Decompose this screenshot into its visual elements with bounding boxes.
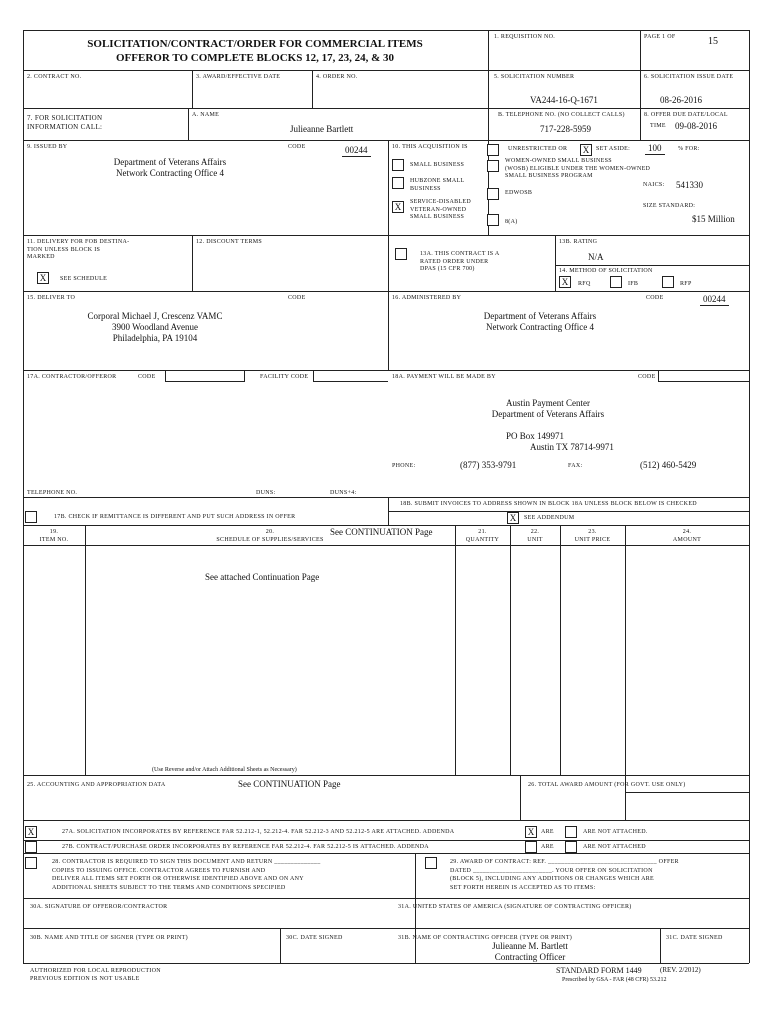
supplies-header: 20. SCHEDULE OF SUPPLIES/SERVICES	[216, 529, 324, 543]
page-label: PAGE 1 OF	[644, 34, 676, 40]
duns4-label: DUNS+4:	[330, 490, 357, 496]
issued-by-code-label: CODE	[288, 144, 306, 150]
solicitation-incorporates-label: 27A. SOLICITATION INCORPORATES BY REFERENCE FAR 52.212-1, 52.212-4. FAR 52.212-3 AND 52.212-5 ARE ATTACHED. ADDENDA	[62, 829, 455, 835]
remittance-checkbox[interactable]	[25, 511, 37, 523]
phone-label: PHONE:	[392, 463, 416, 469]
form-title-line2: OFFEROR TO COMPLETE BLOCKS 12, 17, 23, 24, & 30	[116, 52, 394, 64]
administered-by-label: 16. ADMINISTERED BY	[392, 295, 462, 301]
rating-value: N/A	[588, 252, 604, 262]
naics-label: NAICS:	[643, 182, 665, 188]
co-name-label: 31B. NAME OF CONTRACTING OFFICER (TYPE OR PRINT)	[398, 935, 573, 941]
form-revision: (REV. 2/2012)	[660, 966, 701, 974]
facility-code-field[interactable]	[313, 370, 388, 382]
duns-label: DUNS:	[256, 490, 276, 496]
submit-invoices-label: 18B. SUBMIT INVOICES TO ADDRESS SHOWN IN BLOCK 18A UNLESS BLOCK BELOW IS CHECKED	[400, 501, 697, 507]
contract-incorporates-checkbox[interactable]	[25, 841, 37, 853]
contract-addenda-are-not-label: ARE NOT ATTACHED	[583, 844, 646, 850]
acquisition-label: 10. THIS ACQUISITION IS	[392, 144, 468, 150]
rfp-checkbox[interactable]	[662, 276, 674, 288]
contract-addenda-are-not-checkbox[interactable]	[565, 841, 577, 853]
schedule-footer-note: (Use Reverse and/or Attach Additional Sheets as Necessary)	[152, 767, 297, 773]
deliver-to-code-label: CODE	[288, 295, 306, 301]
contractor-label: 17A. CONTRACTOR/OFFEROR	[27, 374, 117, 380]
requisition-no-label: 1. REQUISITION NO.	[494, 34, 556, 40]
see-addendum-checkbox[interactable]: X	[507, 512, 519, 524]
addenda-are-checkbox[interactable]: X	[525, 826, 537, 838]
total-award-field[interactable]	[625, 792, 749, 821]
issued-by-address: Department of Veterans Affairs Network Contracting Office 4	[113, 157, 227, 178]
eight-a-checkbox[interactable]	[487, 214, 499, 226]
naics-value: 541330	[676, 180, 703, 190]
name-label: A. NAME	[192, 112, 220, 118]
telephone-label: B. TELEPHONE NO. (NO COLLECT CALLS)	[498, 112, 625, 118]
quantity-header: 21. QUANTITY	[465, 529, 500, 543]
info-call-label: 7. FOR SOLICITATION INFORMATION CALL:	[27, 114, 103, 131]
set-aside-checkbox[interactable]: X	[580, 144, 592, 156]
amount-header: 24. AMOUNT	[672, 529, 702, 543]
payment-address-city: Austin TX 78714-9971	[530, 442, 614, 452]
rfq-label: RFQ	[578, 281, 591, 287]
addenda-are-label: ARE	[541, 829, 554, 835]
offer-due-date: 09-08-2016	[675, 121, 717, 131]
order-no-label: 4. ORDER NO.	[316, 74, 358, 80]
rated-order-checkbox[interactable]	[395, 248, 407, 260]
contract-addenda-are-label: ARE	[541, 844, 554, 850]
payment-address-po: PO Box 149971	[506, 431, 565, 441]
contractor-code-label: CODE	[138, 374, 156, 380]
standard-form-name: STANDARD FORM 1449	[556, 966, 642, 975]
form-prescribed-by: Prescribed by GSA - FAR (48 CFR) 53.212	[562, 977, 667, 983]
eight-a-label: 8(A)	[505, 219, 518, 225]
accounting-label: 25. ACCOUNTING AND APPROPRIATION DATA	[27, 782, 166, 788]
total-award-label: 26. TOTAL AWARD AMOUNT (FOR GOVT. USE ONLY)	[528, 782, 686, 788]
unit-header: 22. UNIT	[527, 529, 543, 543]
deliver-to-label: 15. DELIVER TO	[27, 295, 76, 301]
unit-price-header: 23. UNIT PRICE	[574, 529, 611, 543]
hubzone-checkbox[interactable]	[392, 177, 404, 189]
solicitation-number-label: 5. SOLICITATION NUMBER	[494, 74, 575, 80]
contractor-sign-checkbox[interactable]	[25, 857, 37, 869]
contract-no-label: 2. CONTRACT NO.	[27, 74, 82, 80]
see-schedule-label: SEE SCHEDULE	[60, 276, 108, 282]
payment-label: 18A. PAYMENT WILL BE MADE BY	[392, 374, 496, 380]
award-date-label: 3. AWARD/EFFECTIVE DATE	[196, 74, 281, 80]
method-of-solicitation-label: 14. METHOD OF SOLICITATION	[559, 268, 653, 274]
payment-address: Austin Payment Center Department of Veterans Affairs	[491, 398, 605, 419]
contractor-sign-text: 28. CONTRACTOR IS REQUIRED TO SIGN THIS DOCUMENT AND RETURN ______________ COPIES TO ISSUING OFFICE. CONTRACTOR AGREES TO FURNISH AND DELIVER ALL ITEMS SET FORTH OR OTHERWISE IDENTIFIED ABOVE AND ON ANY ADDITIONAL SHEETS SUBJECT TO THE TERMS AND CONDITIONS SPECIFIED	[52, 859, 321, 892]
form-title-line1: SOLICITATION/CONTRACT/ORDER FOR COMMERCIAL ITEMS	[87, 38, 423, 50]
contractor-code-field[interactable]	[165, 370, 245, 382]
addenda-are-not-checkbox[interactable]	[565, 826, 577, 838]
contract-incorporates-label: 27B. CONTRACT/PURCHASE ORDER INCORPORATES BY REFERENCE FAR 52.212-4. FAR 52.212-5 IS ATTACHED. ADDENDA	[62, 844, 429, 850]
page-total: 15	[708, 36, 718, 47]
payment-code-label: CODE	[638, 374, 656, 380]
addenda-are-not-label: ARE NOT ATTACHED.	[583, 829, 648, 835]
unrestricted-checkbox[interactable]	[487, 144, 499, 156]
rfq-checkbox[interactable]: X	[559, 276, 571, 288]
wosb-checkbox[interactable]	[487, 160, 499, 172]
administered-by-code-label: CODE	[646, 295, 664, 301]
rated-order-label: 13A. THIS CONTRACT IS A RATED ORDER UNDER DPAS (15 CFR 700)	[420, 251, 500, 272]
ifb-checkbox[interactable]	[610, 276, 622, 288]
offer-due-label: 8. OFFER DUE DATE/LOCAL	[644, 112, 728, 118]
supplies-see-continuation: See CONTINUATION Page	[330, 527, 433, 537]
size-standard-value: $15 Million	[692, 214, 735, 224]
contact-telephone: 717-228-5959	[540, 124, 591, 134]
unrestricted-label: UNRESTRICTED OR	[508, 146, 568, 152]
contract-addenda-are-checkbox[interactable]	[525, 841, 537, 853]
phone-value: (877) 353-9791	[460, 460, 517, 470]
small-business-checkbox[interactable]	[392, 159, 404, 171]
administered-by-address: Department of Veterans Affairs Network Contracting Office 4	[483, 311, 597, 332]
co-name-value: Julieanne M. Bartlett Contracting Officer	[492, 941, 568, 962]
footer-reproduction-note: AUTHORIZED FOR LOCAL REPRODUCTION PREVIOUS EDITION IS NOT USABLE	[30, 968, 161, 982]
rfp-label: RFP	[680, 281, 692, 287]
edwosb-label: EDWOSB	[505, 190, 533, 196]
schedule-body-text: See attached Continuation Page	[205, 572, 320, 582]
telephone-no-label: TELEPHONE NO.	[27, 490, 78, 496]
remittance-label: 17B. CHECK IF REMITTANCE IS DIFFERENT AND PUT SUCH ADDRESS IN OFFER	[54, 514, 296, 520]
offeror-signature-label: 30A. SIGNATURE OF OFFEROR/CONTRACTOR	[30, 904, 168, 910]
fax-label: FAX:	[568, 463, 583, 469]
see-addendum-label: SEE ADDENDUM	[524, 515, 575, 521]
edwosb-checkbox[interactable]	[487, 188, 499, 200]
sdvosb-label: SERVICE-DISABLED VETERAN-OWNED SMALL BUSINESS	[410, 199, 471, 220]
discount-terms-label: 12. DISCOUNT TERMS	[196, 239, 263, 245]
size-standard-label: SIZE STANDARD:	[643, 203, 696, 209]
set-aside-percent-label: % FOR:	[678, 146, 700, 152]
wosb-label: WOMEN-OWNED SMALL BUSINESS (WOSB) ELIGIBLE UNDER THE WOMEN-OWNED SMALL BUSINESS PROGRAM	[505, 158, 651, 179]
issue-date: 08-26-2016	[660, 95, 702, 105]
rating-label: 13B. RATING	[559, 239, 598, 245]
signer-name-label: 30B. NAME AND TITLE OF SIGNER (TYPE OR PRINT)	[30, 935, 188, 941]
administered-by-code: 00244	[700, 294, 729, 306]
set-aside-label: SET ASIDE:	[596, 146, 631, 152]
sdvosb-checkbox[interactable]: X	[392, 201, 404, 213]
facility-code-label: FACILITY CODE	[260, 374, 309, 380]
issued-by-code: 00244	[342, 145, 371, 157]
solicitation-incorporates-checkbox[interactable]: X	[25, 826, 37, 838]
issued-by-label: 9. ISSUED BY	[27, 144, 68, 150]
accounting-value: See CONTINUATION Page	[238, 779, 341, 789]
fax-value: (512) 460-5429	[640, 460, 697, 470]
co-signature-label: 31A. UNITED STATES OF AMERICA (SIGNATURE OF CONTRACTING OFFICER)	[398, 904, 632, 910]
payment-code-field[interactable]	[658, 370, 750, 382]
solicitation-number: VA244-16-Q-1671	[530, 95, 598, 105]
small-business-label: SMALL BUSINESS	[410, 162, 465, 168]
offeror-date-signed-label: 30C. DATE SIGNED	[286, 935, 343, 941]
item-no-header: 19. ITEM NO.	[39, 529, 69, 543]
award-of-contract-text: 29. AWARD OF CONTRACT: REF. _________________________________ OFFER DATED ________________________. YOUR OFFER ON SOLICITATION (BLOCK 5), INCLUDING ANY ADDITIONS OR CHANGES WHICH ARE SET FORTH HEREIN IS ACCEPTED AS TO ITEMS:	[450, 859, 679, 892]
contact-name: Julieanne Bartlett	[290, 124, 354, 134]
ifb-label: IFB	[628, 281, 639, 287]
co-date-signed-label: 31C. DATE SIGNED	[666, 935, 723, 941]
award-of-contract-checkbox[interactable]	[425, 857, 437, 869]
offer-due-time-label: TIME	[650, 123, 666, 129]
delivery-fob-label: 11. DELIVERY FOR FOB DESTINA- TION UNLESS BLOCK IS MARKED	[27, 239, 130, 260]
set-aside-percent: 100	[645, 143, 665, 155]
see-schedule-checkbox[interactable]: X	[37, 272, 49, 284]
issue-date-label: 6. SOLICITATION ISSUE DATE	[644, 74, 734, 80]
deliver-to-address: Corporal Michael J, Crescenz VAMC 3900 Woodland Avenue Philadelphia, PA 19104	[87, 311, 223, 343]
hubzone-label: HUBZONE SMALL BUSINESS	[410, 178, 465, 192]
